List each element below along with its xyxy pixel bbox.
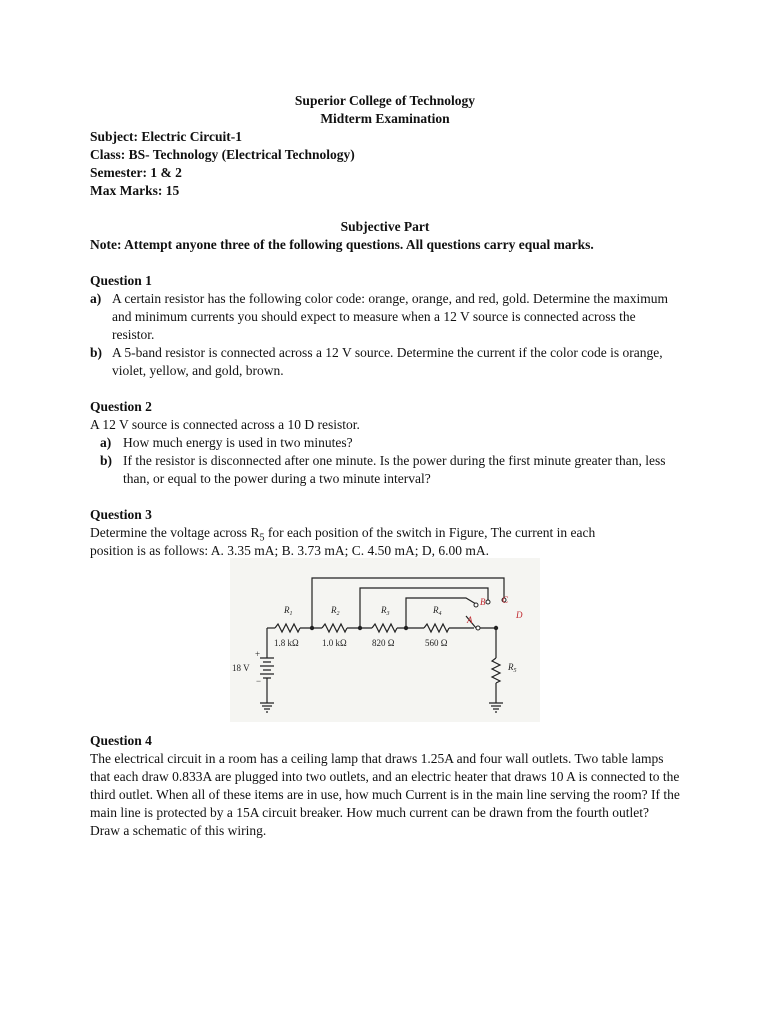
plus-sign: + [255, 649, 261, 659]
max-marks-line: Max Marks: 15 [90, 183, 180, 198]
question-2-intro: A 12 V source is connected across a 10 D resistor. [90, 417, 360, 432]
question-3-intro-line-2: position is as follows: A. 3.35 mA; B. 3.73 mA; C. 4.50 mA; D, 6.00 mA. [90, 543, 490, 558]
switch-label-b: B [480, 597, 486, 607]
part-text: How much energy is used in two minutes? [123, 435, 353, 450]
r5-symbol [492, 658, 500, 683]
question-4-text: The electrical circuit in a room has a ceiling lamp that draws 1.25A and four wall outlets. Two table lamps that each draw 0.833A are plugged into two outlets, and an electric heater that draws 10 A is connected to the third outlet. When all of these items are in use, how much Current is in the main line serving the room? If the main line is protected by a 15A circuit breaker. How much current can be drawn from the fourth outlet? Draw a schematic of this wiring. [90, 751, 680, 838]
class-line: Class: BS- Technology (Electrical Technology) [90, 147, 355, 162]
r2-value: 1.0 kΩ [322, 638, 347, 648]
switch-label-d: D [516, 610, 523, 620]
question-2-part-a [90, 434, 680, 452]
r4-symbol [424, 624, 449, 632]
college-name: Superior College of Technology [294, 93, 476, 108]
source-voltage-label: 18 V [232, 663, 250, 673]
ground-r5-icon [489, 703, 503, 712]
question-1-part-a [90, 290, 680, 344]
battery-icon [260, 658, 274, 678]
r1-symbol [275, 624, 300, 632]
r5-label: $R_5$ [508, 662, 517, 674]
switch-contact-b [474, 603, 478, 607]
semester-line: Semester: 1 & 2 [90, 165, 182, 180]
switch-label-a: A [467, 615, 473, 625]
intro-post: for each position of the switch in Figure, The current in each [264, 525, 596, 540]
section-title: Subjective Part [340, 219, 430, 234]
question-3-title: Question 3 [90, 507, 152, 522]
r3-symbol [372, 624, 397, 632]
question-2-part-b [90, 452, 680, 488]
junction-dot [358, 626, 362, 630]
r1-label: $R_1$ [284, 605, 293, 617]
r4-label: $R_4$ [433, 605, 442, 617]
r3-value: 820 Ω [372, 638, 395, 648]
junction-dot [310, 626, 314, 630]
switch-contact-c [486, 600, 490, 604]
part-text: A certain resistor has the following color code: orange, orange, and red, gold. Determine the maximum and minimum currents you should expect to measure when a 12 V source is connected across the resistor. [112, 291, 668, 342]
part-label: a) [100, 435, 112, 450]
question-2-title: Question 2 [90, 399, 152, 414]
switch-output-wire [480, 628, 496, 658]
junction-dot [404, 626, 408, 630]
switch-contact-a [476, 626, 480, 630]
circuit-diagram [230, 558, 540, 722]
r2-label: $R_2$ [331, 605, 340, 617]
part-label: b) [100, 453, 113, 468]
part-text: If the resistor is disconnected after one minute. Is the power during the first minute greater than, less than, or equal to the power during a two minute interval? [123, 453, 666, 486]
intro-subscript: 5 [259, 532, 265, 544]
intro-pre: Determine the voltage across R [90, 525, 260, 540]
question-3-intro-line-1 [90, 524, 680, 542]
r3-label: $R_3$ [381, 605, 390, 617]
minus-sign: − [256, 676, 262, 686]
exam-title: Midterm Examination [320, 111, 450, 126]
junction-dot [494, 626, 498, 630]
question-4-title: Question 4 [90, 733, 152, 748]
r2-symbol [322, 624, 347, 632]
part-text: A 5-band resistor is connected across a 12 V source. Determine the current if the color code is orange, violet, yellow, and gold, brown. [112, 345, 663, 378]
part-label: b) [90, 345, 103, 360]
question-1-part-b [90, 344, 680, 380]
circuit-figure [230, 558, 540, 722]
exam-page [90, 92, 680, 840]
ground-source-icon [260, 703, 274, 712]
switch-label-c: C [502, 595, 509, 605]
question-1-title: Question 1 [90, 273, 152, 288]
r1-value: 1.8 kΩ [274, 638, 299, 648]
section-note: Note: Attempt anyone three of the following questions. All questions carry equal marks. [90, 237, 594, 252]
part-label: a) [90, 291, 102, 306]
subject-line: Subject: Electric Circuit-1 [90, 129, 242, 144]
r4-value: 560 Ω [425, 638, 448, 648]
